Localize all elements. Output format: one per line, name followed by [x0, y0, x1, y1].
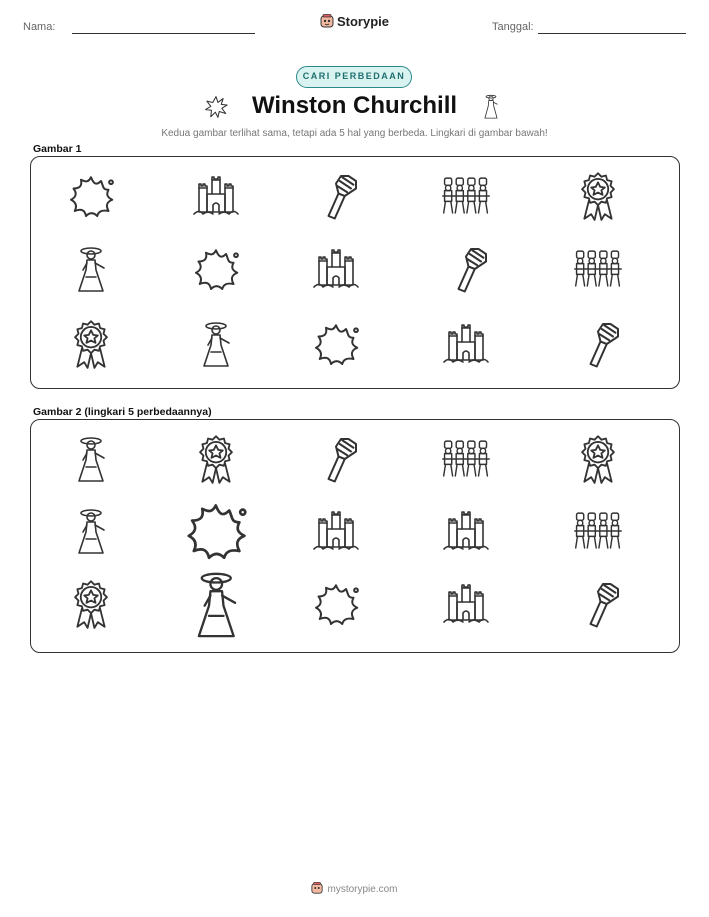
storypie-logo-icon [320, 14, 334, 28]
soldiers-icon[interactable] [573, 506, 623, 556]
date-line[interactable] [538, 33, 686, 34]
medal-icon[interactable] [191, 434, 241, 484]
brush-icon[interactable] [573, 319, 623, 369]
castle-icon[interactable] [441, 579, 491, 629]
soldiers-icon[interactable] [441, 434, 491, 484]
medal-icon[interactable] [66, 319, 116, 369]
splat-icon[interactable] [311, 579, 361, 629]
castle-icon[interactable] [441, 506, 491, 556]
panel-picture-2 [30, 419, 680, 653]
splat-icon[interactable] [182, 497, 250, 565]
footer-logo-icon [311, 882, 323, 894]
panel1-label: Gambar 1 [33, 143, 82, 155]
panel2-label: Gambar 2 (lingkari 5 perbedaannya) [33, 406, 212, 418]
medal-icon[interactable] [573, 434, 623, 484]
lady-icon[interactable] [66, 506, 116, 556]
page-title: Winston Churchill [251, 92, 458, 119]
lady-icon[interactable] [66, 434, 116, 484]
medal-icon[interactable] [66, 579, 116, 629]
castle-icon[interactable] [311, 506, 361, 556]
castle-icon[interactable] [311, 244, 361, 294]
name-label: Nama: [23, 21, 56, 33]
brush-icon[interactable] [311, 434, 361, 484]
splat-icon[interactable] [311, 319, 361, 369]
panel-picture-1 [30, 156, 680, 389]
soldiers-icon[interactable] [573, 244, 623, 294]
lady-icon[interactable] [191, 319, 241, 369]
soldiers-icon[interactable] [441, 171, 491, 221]
medal-icon[interactable] [573, 171, 623, 221]
lady-icon[interactable] [180, 568, 253, 641]
castle-icon[interactable] [441, 319, 491, 369]
footer-url[interactable]: mystorypie.com [327, 884, 398, 895]
brand-name: Storypie [336, 14, 389, 29]
activity-badge: CARI PERBEDAAN [296, 66, 412, 88]
instructions: Kedua gambar terlihat sama, tetapi ada 5 hal yang berbeda. Lingkari di gambar bawah! [161, 128, 548, 139]
splat-icon[interactable] [66, 171, 116, 221]
title-lady-icon [480, 92, 502, 120]
date-label: Tanggal: [492, 21, 534, 33]
lady-icon[interactable] [66, 244, 116, 294]
brush-icon[interactable] [573, 579, 623, 629]
castle-icon[interactable] [191, 171, 241, 221]
brush-icon[interactable] [441, 244, 491, 294]
name-line[interactable] [72, 33, 255, 34]
brush-icon[interactable] [311, 171, 361, 221]
brand [0, 14, 709, 29]
footer [0, 882, 709, 895]
splat-icon[interactable] [191, 244, 241, 294]
